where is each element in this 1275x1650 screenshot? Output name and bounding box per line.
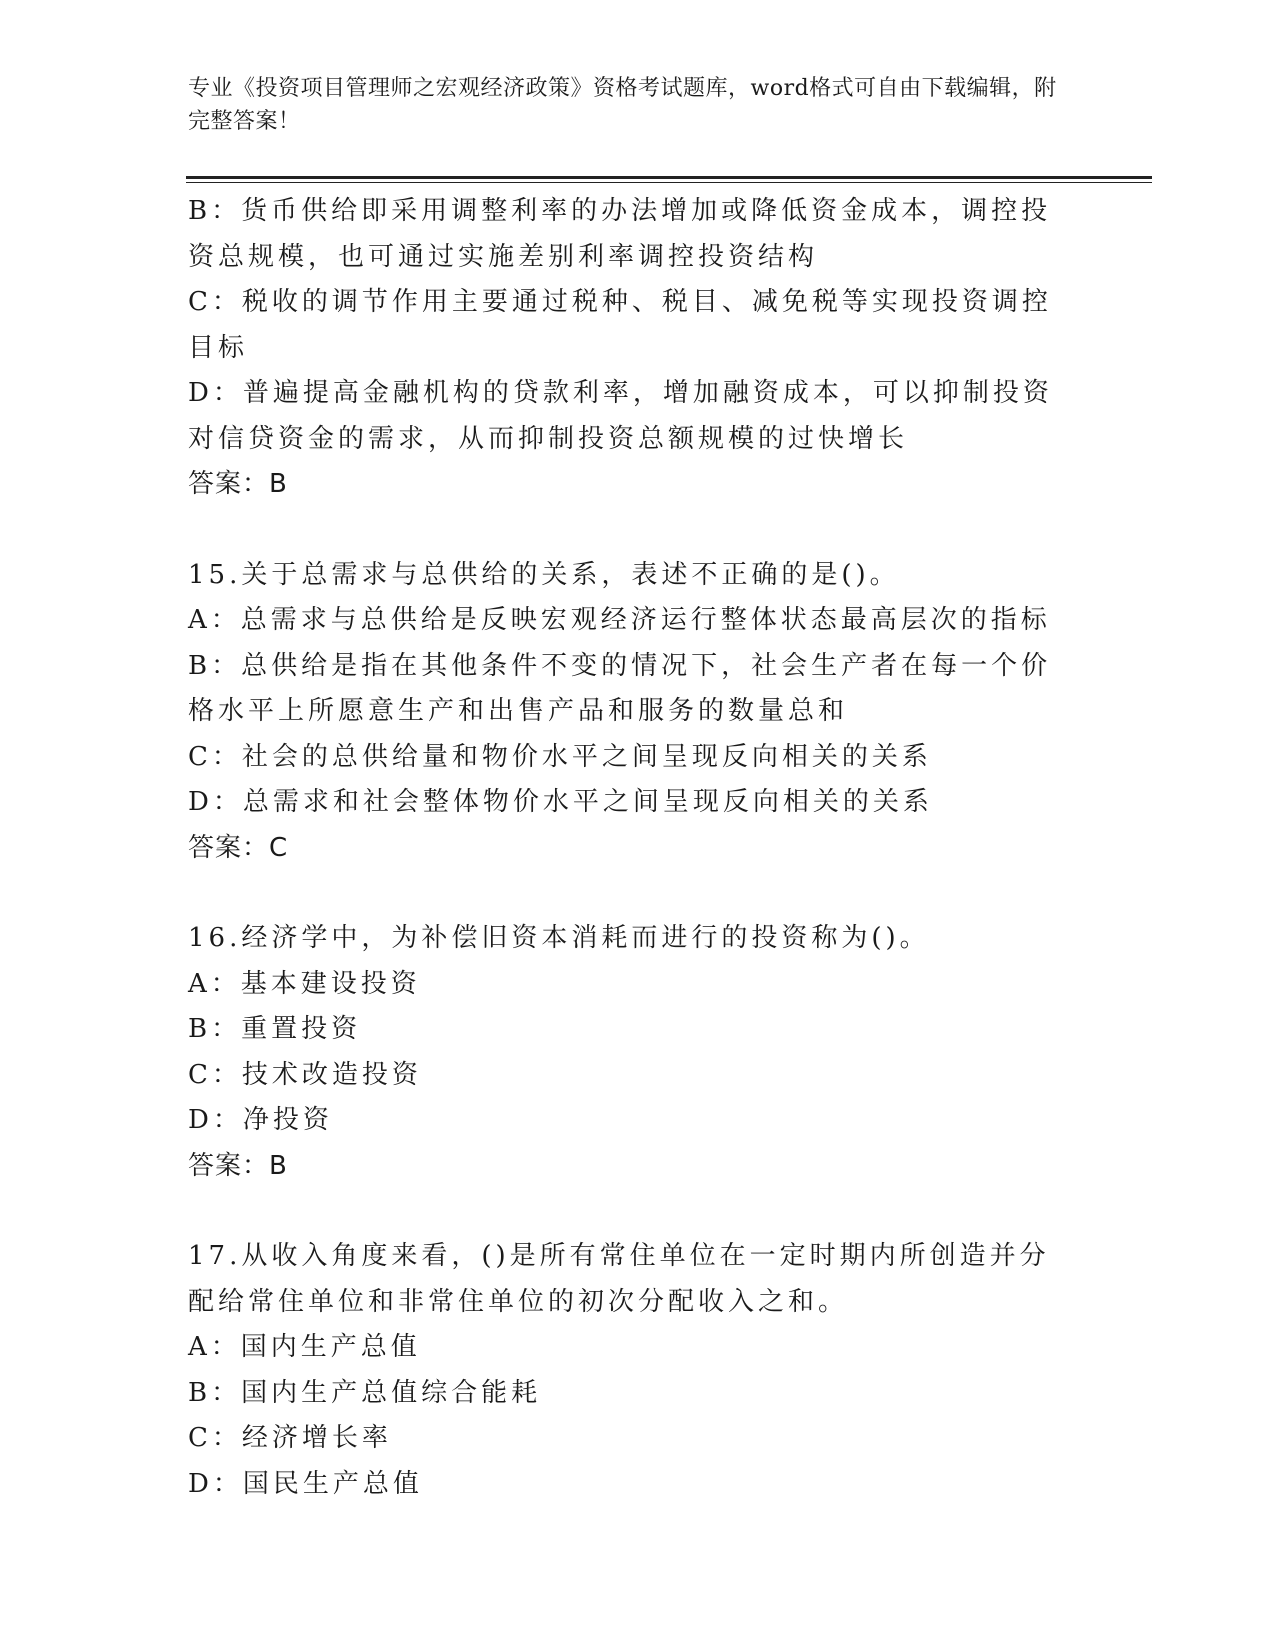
- answer-line: 答案：C: [188, 832, 289, 863]
- spacer: [188, 871, 1073, 916]
- answer-line: 答案：B: [188, 1150, 288, 1181]
- question-16: [188, 916, 1073, 1189]
- question-17: [188, 1234, 1073, 1507]
- header-title: 专业《投资项目管理师之宏观经济政策》资格考试题库，word格式可自由下载编辑，附完整答案！: [188, 76, 1057, 134]
- question-14-continued: [188, 189, 1073, 508]
- option-b: B：货币供给即采用调整利率的办法增加或降低资金成本，调控投资总规模，也可通过实施差别利率调控投资结构: [188, 196, 1052, 272]
- option-d: D：普遍提高金融机构的贷款利率，增加融资成本，可以抑制投资对信贷资金的需求，从而抑制投资总额规模的过快增长: [188, 378, 1053, 454]
- option-a: A：总需求与总供给是反映宏观经济运行整体状态最高层次的指标: [188, 605, 1051, 635]
- option-d: D：国民生产总值: [188, 1468, 423, 1499]
- spacer: [188, 1189, 1073, 1234]
- option-a: A：基本建设投资: [188, 968, 421, 999]
- option-c: C：社会的总供给量和物价水平之间呈现反向相关的关系: [188, 741, 932, 772]
- document-header: [188, 72, 1068, 138]
- question-stem: 15.关于总需求与总供给的关系，表述不正确的是()。: [188, 559, 900, 590]
- option-c: C：技术改造投资: [188, 1059, 422, 1090]
- question-stem: 17.从收入角度来看，()是所有常住单位在一定时期内所创造并分配给常住单位和非常住单位的初次分配收入之和。: [188, 1241, 1050, 1317]
- question-stem: 16.经济学中，为补偿旧资本消耗而进行的投资称为()。: [188, 923, 930, 953]
- header-rule-thick: [186, 176, 1152, 179]
- option-b: B：重置投资: [188, 1014, 362, 1044]
- option-b: B：国内生产总值综合能耗: [188, 1377, 542, 1408]
- question-15: [188, 553, 1073, 872]
- option-c: C：税收的调节作用主要通过税种、税目、减免税等实现投资调控目标: [188, 287, 1052, 363]
- spacer: [188, 508, 1073, 553]
- option-c: C：经济增长率: [188, 1423, 392, 1453]
- header-rule-thin: [186, 182, 1152, 183]
- option-d: D：净投资: [188, 1105, 333, 1135]
- answer-line: 答案：B: [188, 469, 288, 499]
- option-d: D：总需求和社会整体物价水平之间呈现反向相关的关系: [188, 787, 933, 817]
- option-b: B：总供给是指在其他条件不变的情况下，社会生产者在每一个价格水平上所愿意生产和出售产品和服务的数量总和: [188, 650, 1052, 726]
- document-body: [188, 189, 1073, 1507]
- option-a: A：国内生产总值: [188, 1332, 421, 1362]
